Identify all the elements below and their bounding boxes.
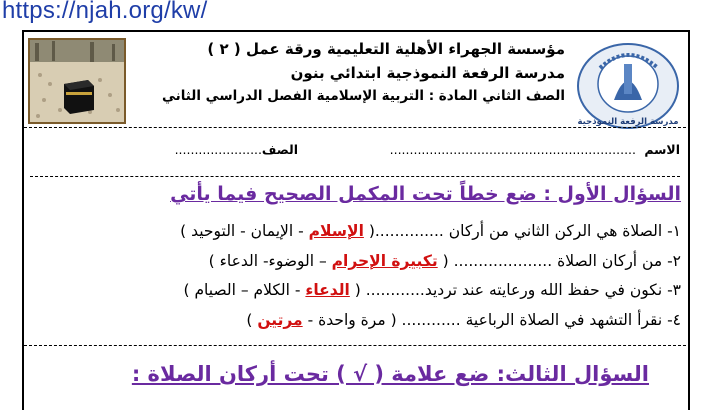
divider-bottom xyxy=(24,345,686,346)
correct-answer: تكبيرة الإحرام xyxy=(331,252,438,270)
header-line-1: مؤسسة الجهراء الأهلية التعليمية ورقة عمل ( ٢ ) xyxy=(207,40,565,58)
correct-answer: الإسلام xyxy=(308,222,364,240)
source-url[interactable]: https://njah.org/kw/ xyxy=(2,0,208,24)
name-field[interactable]: .............................................................. xyxy=(389,142,636,157)
class-label: الصف xyxy=(261,142,298,157)
class-field[interactable]: ...................... xyxy=(174,142,262,157)
correct-answer: مرتين xyxy=(257,311,303,329)
school-logo xyxy=(574,42,682,138)
header-line-2: مدرسة الرفعة النموذجية ابتدائي بنون xyxy=(290,64,565,82)
logo-caption: مدرسة الرفعة النموذجية xyxy=(577,117,679,127)
question-3-title: السؤال الثالث: ضع علامة ( √ ) تحت أركان الصلاة : xyxy=(131,362,649,386)
divider-mid xyxy=(30,176,680,177)
divider-top xyxy=(24,127,686,128)
question-1-title: السؤال الأول : ضع خطاً تحت المكمل الصحيح فيما يأتي xyxy=(170,183,681,205)
name-label: الاسم xyxy=(644,142,680,157)
correct-answer: الدعاء xyxy=(305,281,350,299)
student-info-row xyxy=(30,142,680,162)
kaaba-photo xyxy=(28,38,126,124)
question-item: ٢- من أركان الصلاة .................... ( تكبيرة الإحرام – الوضوء- الدعاء ) xyxy=(208,252,681,270)
header-line-3: الصف الثاني المادة : التربية الإسلامية الفصل الدراسي الثاني xyxy=(161,88,565,104)
question-item: ٤- نقرأ التشهد في الصلاة الرباعية ............ ( مرة واحدة - مرتين ) xyxy=(246,311,681,329)
question-item: ٣- نكون في حفظ الله ورعايته عند ترديد............ ( الدعاء - الكلام – الصيام ) xyxy=(183,281,681,299)
question-item: ١- الصلاة هي الركن الثاني من أركان ..............( الإسلام - الإيمان - التوحيد ) xyxy=(180,222,681,240)
